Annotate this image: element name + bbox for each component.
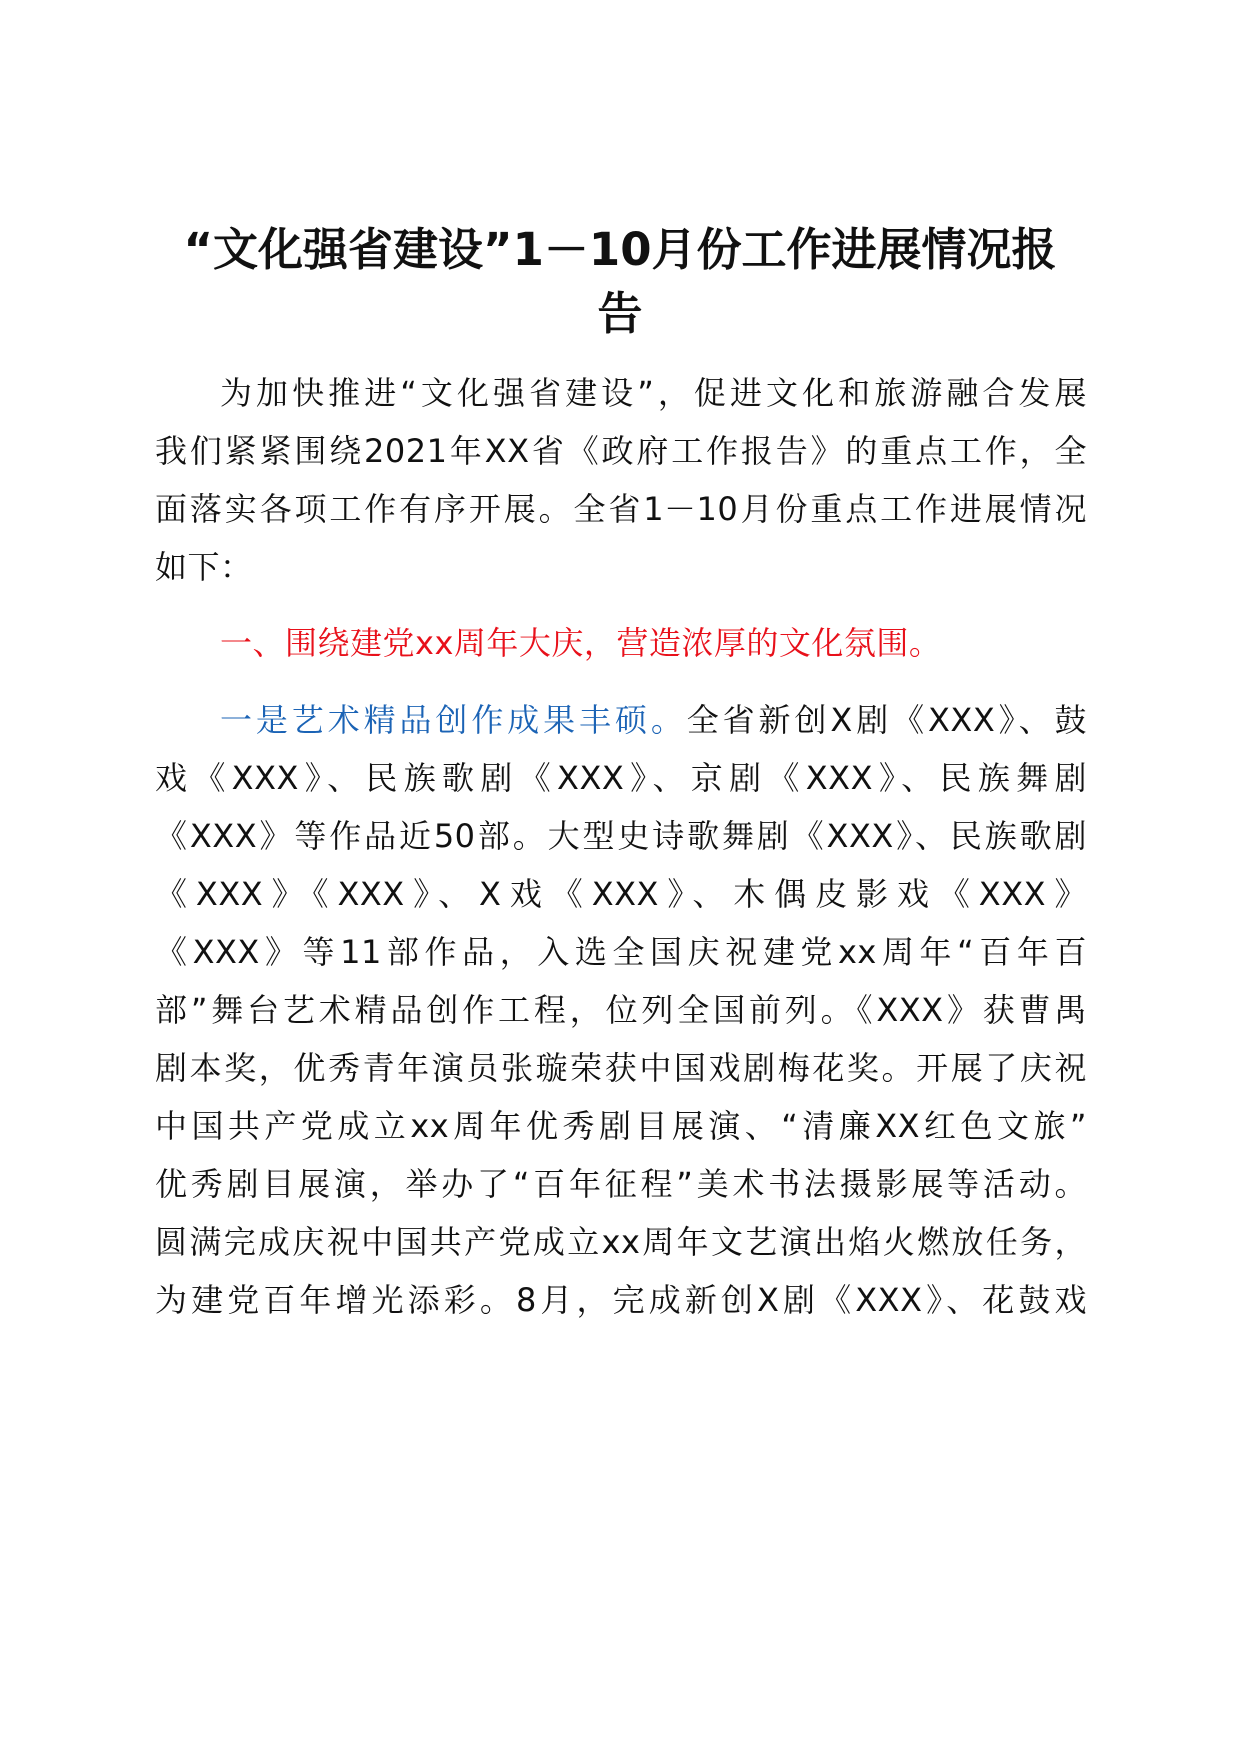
para-1-lead: 一是艺术精品创作成果丰硕。	[220, 701, 687, 739]
para-1-line-8: 中国共产党成立xx周年优秀剧目展演、“清廉XX红色文旅”	[155, 1107, 1087, 1145]
para-1-line-6: 部”舞台艺术精品创作工程，位列全国前列。《XXX》获曹禺	[155, 991, 1087, 1029]
intro-line-1: 为加快推进“文化强省建设”，促进文化和旅游融合发展	[220, 374, 1087, 412]
document-title-line-2: 告	[597, 287, 643, 340]
para-1-line-9: 优秀剧目展演，举办了“百年征程”美术书法摄影展等活动。	[155, 1165, 1087, 1203]
intro-line-3: 面落实各项工作有序开展。全省1－10月份重点工作进展情况	[155, 490, 1087, 528]
para-1-line-1	[220, 697, 1087, 743]
para-1-line-2: 戏《XXX》、民族歌剧《XXX》、京剧《XXX》、民族舞剧	[155, 759, 1087, 797]
para-1-line-4: 《XXX》《XXX》、X戏《XXX》、木偶皮影戏《XXX》	[155, 875, 1087, 913]
para-1-line-7: 剧本奖，优秀青年演员张璇荣获中国戏剧梅花奖。开展了庆祝	[155, 1049, 1087, 1087]
section-1-heading: 一、围绕建党xx周年大庆，营造浓厚的文化氛围。	[220, 624, 942, 662]
para-1-line-11: 为建党百年增光添彩。8月，完成新创X剧《XXX》、花鼓戏	[155, 1281, 1087, 1319]
intro-line-2: 我们紧紧围绕2021年XX省《政府工作报告》的重点工作，全	[155, 432, 1087, 470]
para-1-line-3: 《XXX》等作品近50部。大型史诗歌舞剧《XXX》、民族歌剧	[155, 817, 1087, 855]
para-1-first-line-rest: 全省新创X剧《XXX》、鼓	[686, 701, 1087, 739]
intro-line-4: 如下：	[155, 548, 253, 586]
para-1-line-5: 《XXX》等11部作品，入选全国庆祝建党xx周年“百年百	[155, 933, 1087, 971]
document-title-line-1: “文化强省建设”1－10月份工作进展情况报	[183, 223, 1057, 276]
para-1-line-10: 圆满完成庆祝中国共产党成立xx周年文艺演出焰火燃放任务，	[155, 1223, 1087, 1261]
